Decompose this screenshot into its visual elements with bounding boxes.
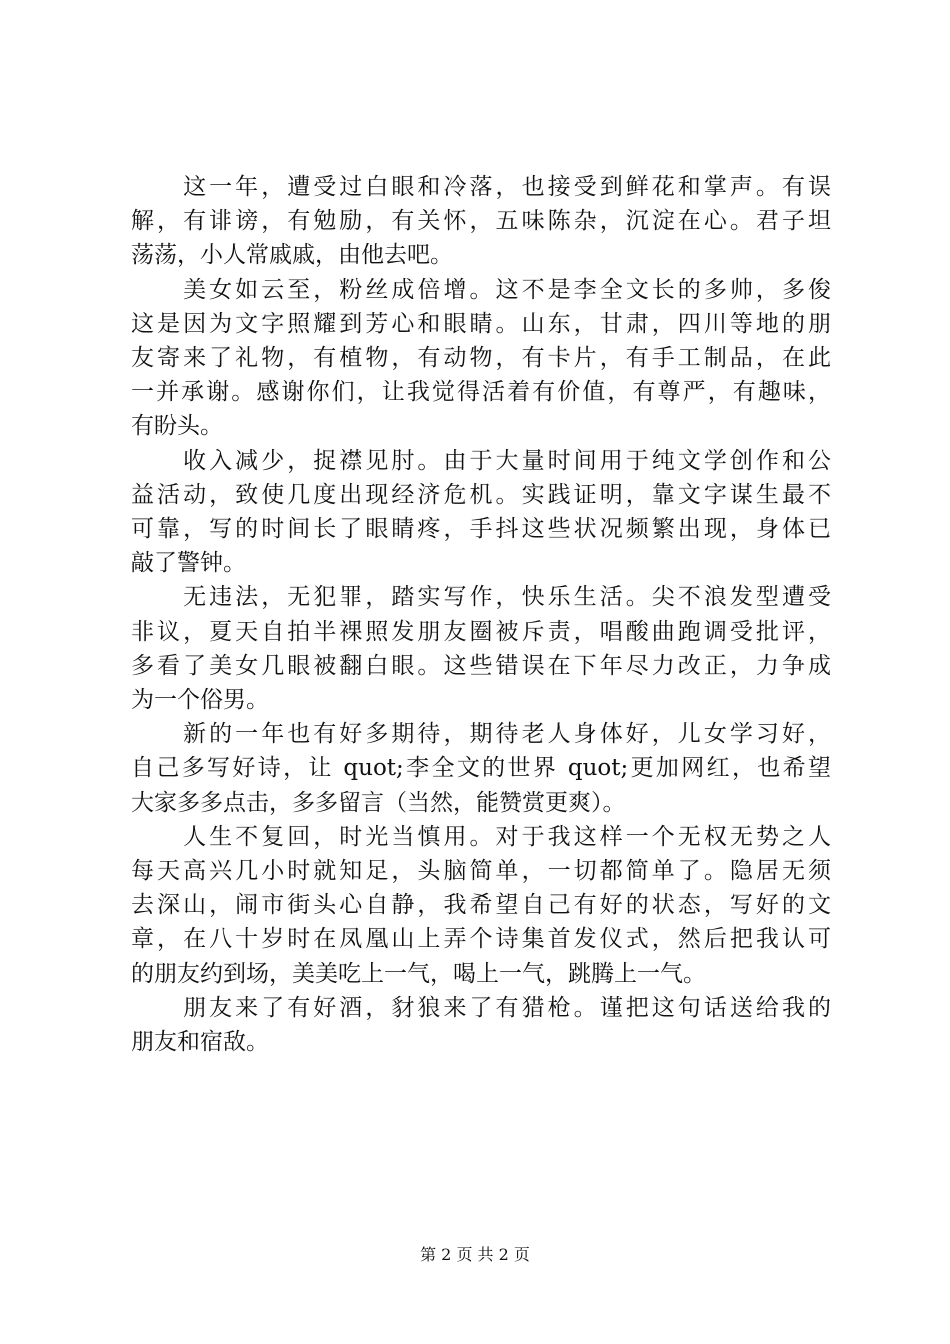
text-line: 多看了美女几眼被翻白眼。这些错误在下年尽力改正，力争成	[131, 652, 831, 679]
paragraph	[131, 170, 831, 273]
text-line: 的朋友约到场，美美吃上一气，喝上一气，跳腾上一气。	[131, 960, 706, 987]
text-line: 这一年，遭受过白眼和冷落，也接受到鲜花和掌声。有误	[131, 174, 831, 200]
text-line: 荡荡，小人常戚戚，由他去吧。	[131, 242, 453, 269]
text-line: 去深山，闹市街头心自静，我希望自己有好的状态，写好的文	[131, 892, 831, 919]
paragraph	[131, 273, 831, 444]
text-line: 非议，夏天自拍半裸照发朋友圈被斥责，唱酸曲跑调受批评，	[131, 618, 831, 645]
document-body	[131, 170, 831, 1059]
text-line: 大家多多点击，多多留言（当然，能赞赏更爽）。	[131, 789, 626, 816]
text-line: 可靠，写的时间长了眼睛疼，手抖这些状况频繁出现，身体已	[131, 516, 831, 543]
paragraph	[131, 820, 831, 991]
text-line: 美女如云至，粉丝成倍增。这不是李全文长的多帅，多俊	[131, 276, 831, 303]
text-line: 益活动，致使几度出现经济危机。实践证明，靠文字谋生最不	[131, 481, 831, 508]
paragraph	[131, 444, 831, 581]
text-line: 一并承谢。感谢你们，让我觉得活着有价值，有尊严，有趣味，	[131, 379, 831, 406]
text-line: 每天高兴几小时就知足，头脑简单，一切都简单了。隐居无须	[131, 858, 831, 885]
text-line: 敲了警钟。	[131, 550, 246, 577]
text-line: 收入减少，捉襟见肘。由于大量时间用于纯文学创作和公	[131, 447, 831, 474]
text-line: 无违法，无犯罪，踏实写作，快乐生活。尖不浪发型遭受	[131, 584, 831, 611]
paragraph	[131, 991, 831, 1059]
text-line: 为一个俗男。	[131, 687, 269, 714]
text-line: 有盼头。	[131, 413, 223, 440]
text-line: 自己多写好诗，让 quot;李全文的世界 quot;更加网红，也希望	[131, 755, 831, 782]
page-footer: 第 2 页 共 2 页	[420, 1245, 530, 1264]
paragraph	[131, 717, 831, 820]
text-line: 章，在八十岁时在凤凰山上弄个诗集首发仪式，然后把我认可	[131, 926, 831, 953]
text-line: 朋友和宿敌。	[131, 1029, 269, 1056]
text-line: 这是因为文字照耀到芳心和眼睛。山东，甘肃，四川等地的朋	[131, 310, 831, 337]
text-line: 朋友来了有好酒，豺狼来了有猎枪。谨把这句话送给我的	[131, 994, 831, 1021]
text-line: 友寄来了礼物，有植物，有动物，有卡片，有手工制品，在此	[131, 345, 831, 372]
paragraph	[131, 580, 831, 717]
text-line: 人生不复回，时光当慎用。对于我这样一个无权无势之人	[131, 823, 831, 850]
text-line: 新的一年也有好多期待，期待老人身体好，儿女学习好，	[131, 721, 831, 748]
text-line: 解，有诽谤，有勉励，有关怀，五味陈杂，沉淀在心。君子坦	[131, 208, 831, 235]
